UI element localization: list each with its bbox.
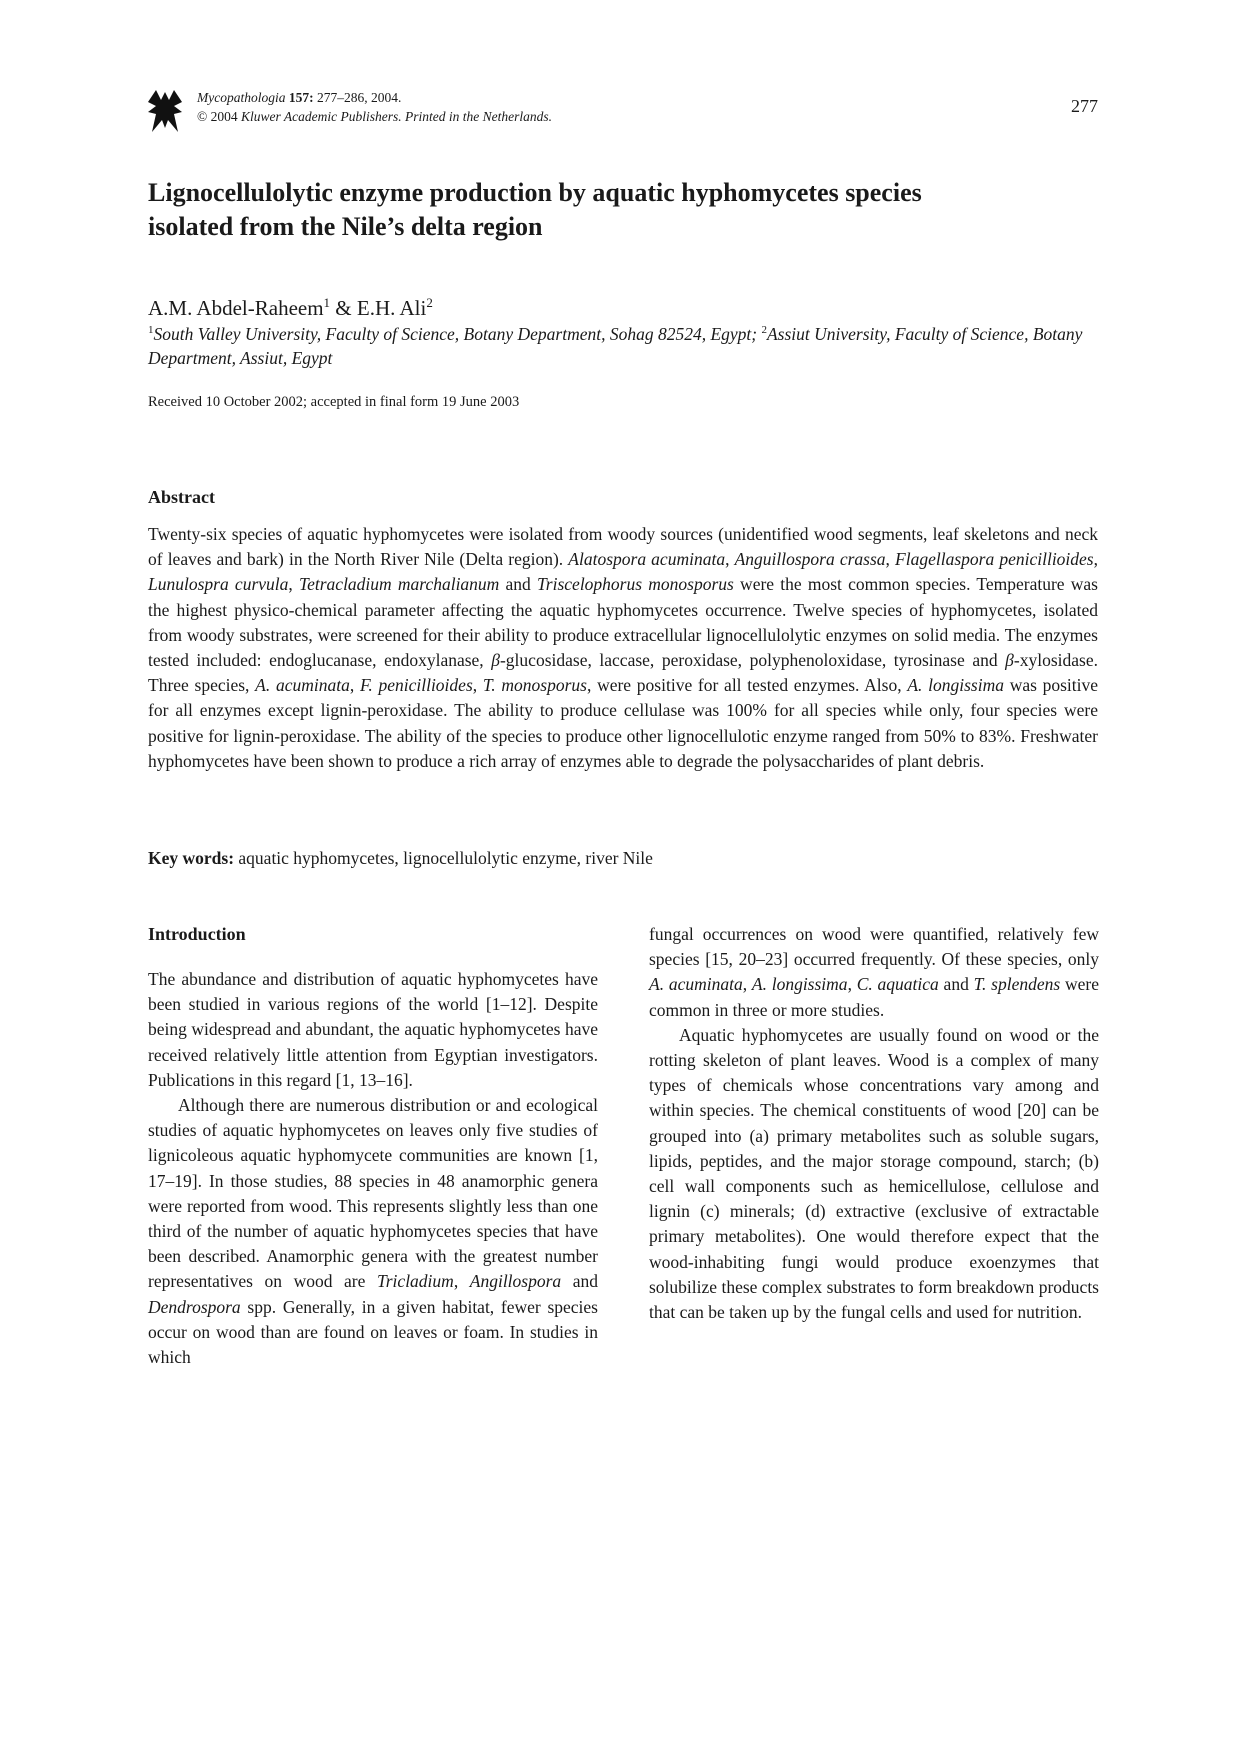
- paragraph-text: and: [561, 1271, 599, 1292]
- author-separator: &: [330, 296, 357, 320]
- species-name: F. penicillioides: [359, 675, 473, 696]
- species-name: A. longissima: [907, 675, 1004, 696]
- abstract-text: were the most common species. Temperature was the highest physico-chemical parameter affecting the aquatic hyphomycetes occurrence. Twelve species of hyphomycetes, isolated from woody substrates, were screened for their ability to produce extracellular lignocellulolytic enzymes on solid media. The enzymes tested included: endoglucanase, endoxylanase,: [148, 574, 1098, 671]
- abstract-text: ,: [885, 549, 896, 570]
- abstract-text: ,: [288, 574, 299, 595]
- beta-symbol: β: [1005, 650, 1014, 671]
- paragraph-text: Although there are numerous distribution or and ecological studies of aquatic hyphomycetes on leaves only five studies of lignicoleous aquatic hyphomycete communities are known [1, 17–19]. In those studies, 88 species in 48 anamorphic genera were reported from wood. This represents slightly less than one third of the number of aquatic hyphomycetes species that have been described. Anamorphic genera with the greatest number representatives on wood are: [148, 1095, 598, 1292]
- abstract-text: ,: [472, 675, 483, 696]
- paragraph-text: and: [938, 974, 974, 995]
- body-paragraph: [148, 1093, 598, 1370]
- abstract-text: ,: [349, 675, 360, 696]
- abstract-text: -xylosidase. Three species,: [148, 650, 1098, 696]
- journal-citation-line: [197, 88, 552, 107]
- keywords-text: aquatic hyphomycetes, lignocellulolytic enzyme, river Nile: [234, 848, 653, 868]
- keywords-label: Key words:: [148, 848, 235, 868]
- author-name: A.M. Abdel-Raheem: [148, 296, 324, 320]
- species-name: T. monosporus: [482, 675, 587, 696]
- body-paragraph: [649, 922, 1099, 1023]
- genus-name: Dendrospora: [148, 1296, 241, 1317]
- page-number: 277: [1071, 96, 1098, 116]
- article-title: [148, 176, 1098, 244]
- abstract-text: and: [499, 574, 538, 595]
- copyright-line: [197, 107, 552, 126]
- author-affiliation-marker: 2: [426, 295, 433, 310]
- received-dates: Received 10 October 2002; accepted in final form 19 June 2003: [148, 394, 520, 410]
- species-name: Lunulospra curvula: [148, 574, 289, 595]
- copyright-prefix: © 2004: [197, 109, 242, 124]
- keywords: [148, 846, 1098, 871]
- paragraph-text: spp. Generally, in a given habitat, fewer species occur on wood than are found on leaves or foam. In studies in which: [148, 1296, 598, 1368]
- author-affiliation-marker: 1: [323, 295, 331, 310]
- paragraph-text: ,: [847, 974, 857, 995]
- abstract-body: [148, 522, 1098, 774]
- species-name: A. longissima: [751, 974, 848, 995]
- author-list: [148, 290, 433, 321]
- journal-header: [148, 88, 1098, 134]
- body-paragraph: Aquatic hyphomycetes are usually found on wood or the rotting skeleton of plant leaves. Wood is a complex of many types of chemicals whose concentrations vary among and within species. The chemical constituents of wood [20] can be grouped into (a) primary metabolites such as soluble sugars, lipids, peptides, and the major storage compound, starch; (b) cell wall components such as hemicellulose, cellulose and lignin (c) minerals; (d) extractive (exclusive of extractable primary metabolites). One would therefore expect that the wood-inhabiting fungi would produce exoenzymes that solubilize these complex substrates to form breakdown products that can be taken up by the fungal cells and used for nutrition.: [649, 1024, 1099, 1323]
- abstract-heading: Abstract: [148, 487, 215, 507]
- abstract-text: Twenty-six species of aquatic hyphomycetes were isolated from woody sources (unidentified wood segments, leaf skeletons and neck of leaves and bark) in the North River Nile (Delta region).: [148, 524, 1098, 570]
- paragraph-text: were common in three or more studies.: [649, 974, 1099, 1020]
- beta-symbol: β: [491, 650, 500, 671]
- abstract-text: ,: [725, 549, 735, 570]
- genus-name: Tricladium: [376, 1271, 454, 1292]
- journal-citation: [197, 88, 552, 126]
- journal-volume: 157:: [288, 90, 314, 105]
- affiliations: [148, 318, 1098, 370]
- affiliation-2: Assiut University, Faculty of Science, Botany Department, Assiut, Egypt: [148, 323, 1083, 368]
- paragraph-text: ,: [742, 974, 752, 995]
- affiliation-1: South Valley University, Faculty of Science, Botany Department, Sohag 82524, Egypt;: [153, 323, 762, 344]
- species-name: Anguillospora crassa: [734, 549, 886, 570]
- species-name: A. acuminata: [255, 675, 350, 696]
- abstract-text: was positive for all enzymes except lignin-peroxidase. The ability to produce cellulase was 100% for all species while only, four species were positive for lignin-peroxidase. The ability of the species to produce other lignocellulotic enzyme ranged from 50% to 83%. Freshwater hyphomycetes have been shown to produce a rich array of enzymes able to degrade the polysaccharides of plant debris.: [148, 675, 1099, 771]
- copyright-publisher: Kluwer Academic Publishers. Printed in the Netherlands.: [241, 109, 552, 124]
- paragraph-text: fungal occurrences on wood were quantified, relatively few species [15, 20–23] occurred frequently. Of these species, only: [649, 924, 1099, 970]
- body-paragraph: The abundance and distribution of aquatic hyphomycetes have been studied in various regions of the world [1–12]. Despite being widespread and abundant, the aquatic hyphomycetes have received relatively little attention from Egyptian investigators. Publications in this regard [1, 13–16].: [148, 969, 598, 1090]
- introduction-heading: Introduction: [148, 924, 246, 944]
- abstract-text: -glucosidase, laccase, peroxidase, polyphenoloxidase, tyrosinase and: [499, 650, 1006, 671]
- author-name: E.H. Ali: [356, 296, 427, 320]
- abstract-text: ,: [1093, 549, 1098, 570]
- kluwer-publisher-logo-icon: [148, 90, 182, 132]
- journal-name: Mycopathologia: [197, 90, 286, 105]
- species-name: A. acuminata: [649, 974, 743, 995]
- abstract-text: , were positive for all tested enzymes. Also,: [586, 675, 908, 696]
- article-title-line-1: Lignocellulolytic enzyme production by aquatic hyphomycetes species: [148, 178, 922, 207]
- species-name: C. aquatica: [856, 974, 939, 995]
- journal-pages-year: 277–286, 2004.: [313, 90, 402, 105]
- body-column-right: [649, 922, 1099, 1325]
- species-name: Triscelophorus monosporus: [537, 574, 734, 595]
- species-name: T. splendens: [973, 974, 1061, 995]
- species-name: Alatospora acuminata: [568, 549, 726, 570]
- paragraph-text: ,: [453, 1271, 470, 1292]
- body-column-left: [148, 922, 598, 1370]
- affiliation-marker: 1: [148, 324, 154, 336]
- affiliation-marker: 2: [761, 324, 767, 336]
- species-name: Flagellaspora penicillioides: [895, 549, 1094, 570]
- species-name: Tetracladium marchalianum: [298, 574, 500, 595]
- genus-name: Angillospora: [469, 1271, 562, 1292]
- article-title-line-2: isolated from the Nile’s delta region: [148, 212, 543, 241]
